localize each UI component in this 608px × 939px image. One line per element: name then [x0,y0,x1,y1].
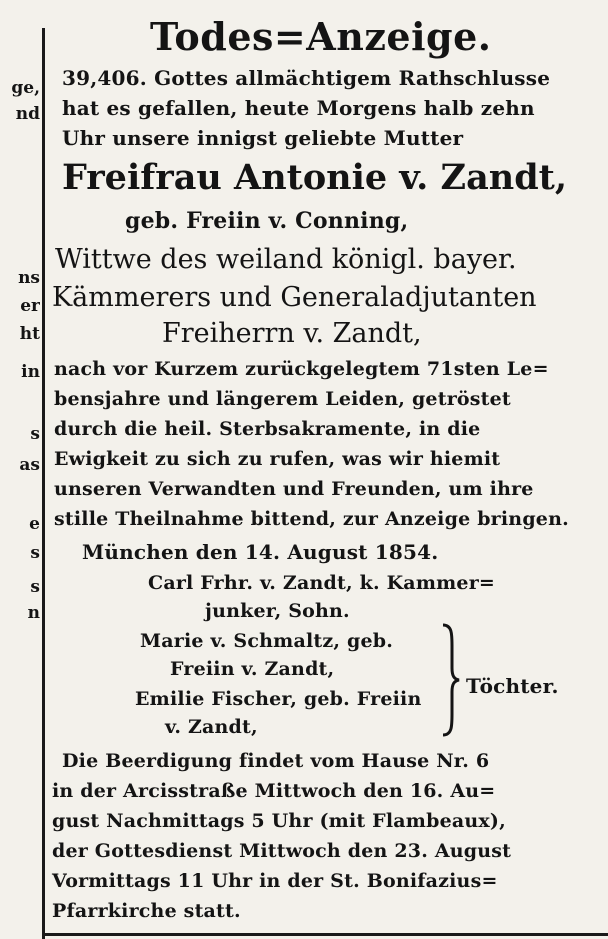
left-fragment: s [30,577,40,597]
daughters-label: Töchter. [466,674,559,698]
body-line: stille Theilnahme bittend, zur Anzeige bringen. [54,508,569,530]
daughter-line: Marie v. Schmaltz, geb. [140,630,394,652]
left-fragment: as [19,455,40,475]
left-fragment: ns [18,268,40,288]
notice-line: 39,406. Gottes allmächtigem Rathschlusse [62,66,551,90]
funeral-line: der Gottesdienst Mittwoch den 23. August [52,840,512,862]
notice-line: Uhr unsere innigst geliebte Mutter [62,126,464,150]
husband-name: Freiherrn v. Zandt, [162,318,422,349]
place-date: München den 14. August 1854. [82,540,439,564]
body-line: unseren Verwandten und Freunden, um ihre [54,478,534,500]
left-fragment: nd [15,104,40,124]
column-rule [42,28,45,939]
left-fragment: ht [19,324,40,344]
deceased-name: Freifrau Antonie v. Zandt, [62,157,568,198]
daughter-line: Freiin v. Zandt, [170,658,335,680]
left-fragment: n [27,603,40,623]
daughter-line: Emilie Fischer, geb. Freiin [135,688,422,710]
signer-line: Carl Frhr. v. Zandt, k. Kammer= [148,572,496,594]
left-fragment: s [30,424,40,444]
left-fragment: ge, [11,78,40,98]
widow-line: Wittwe des weiland königl. bayer. [55,244,517,275]
left-fragment: s [30,543,40,563]
funeral-line: in der Arcisstraße Mittwoch den 16. Au= [52,780,496,802]
funeral-line: gust Nachmittags 5 Uhr (mit Flambeaux), [52,810,506,832]
office-line: Kämmerers und Generaladjutanten [52,282,537,313]
body-line: durch die heil. Sterbsakramente, in die [54,418,481,440]
body-line: nach vor Kurzem zurückgelegtem 71sten Le= [54,358,549,380]
bottom-rule [42,933,608,936]
signer-line: junker, Sohn. [205,600,350,622]
daughter-line: v. Zandt, [165,716,258,738]
notice-line: hat es gefallen, heute Morgens halb zehn [62,96,535,120]
birth-name: geb. Freiin v. Conning, [125,208,409,234]
notice-title: Todes=Anzeige. [150,14,492,59]
left-fragment: in [21,362,40,382]
left-fragment: er [20,296,40,316]
funeral-line: Vormittags 11 Uhr in der St. Bonifazius= [52,870,498,892]
funeral-line: Pfarrkirche statt. [52,900,241,922]
body-line: bensjahre und längerem Leiden, getröstet [54,388,511,410]
funeral-line: Die Beerdigung findet vom Hause Nr. 6 [62,750,490,772]
curly-brace-icon [440,622,462,738]
body-line: Ewigkeit zu sich zu rufen, was wir hiemit [54,448,501,470]
left-fragment: e [29,514,40,534]
